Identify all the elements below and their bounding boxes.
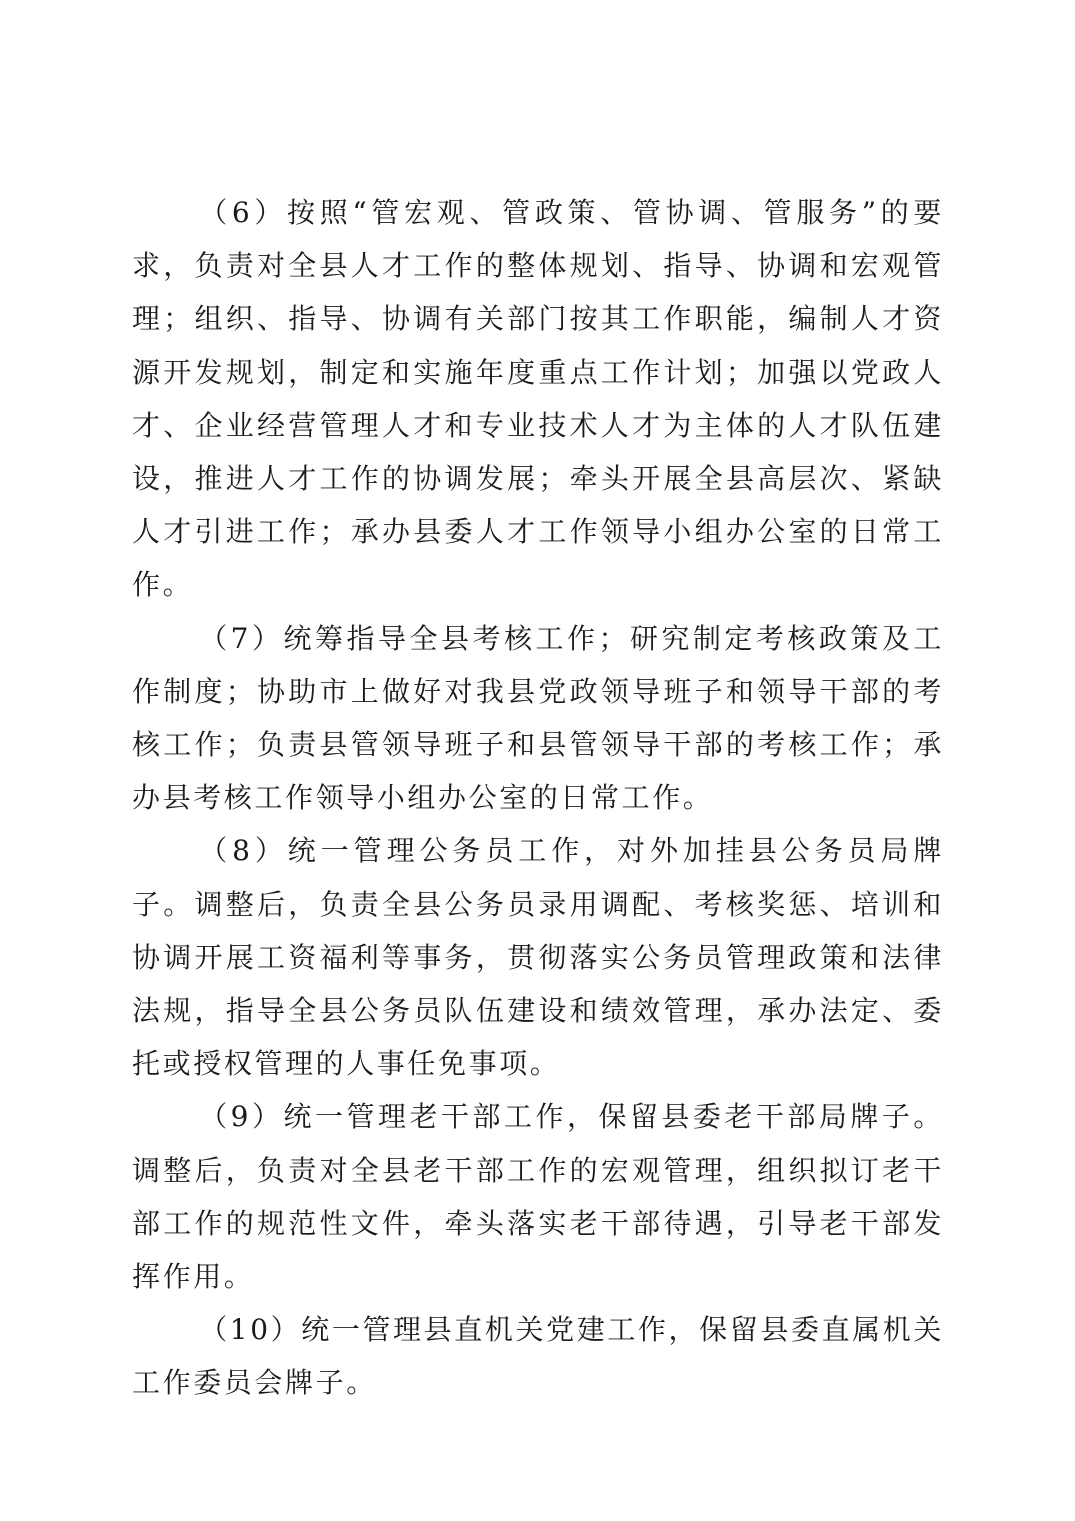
paragraph-item-7: （7）统筹指导全县考核工作；研究制定考核政策及工作制度；协助市上做好对我县党政领导班子和领导干部的考核工作；负责县管领导班子和县管领导干部的考核工作；承办县考核工作领导小组办公室的日常工作。 <box>132 621 944 815</box>
paragraph-item-10: （10）统一管理县直机关党建工作，保留县委直属机关工作委员会牌子。 <box>132 1313 944 1400</box>
paragraph-item-9: （9）统一管理老干部工作，保留县委老干部局牌子。调整后，负责对全县老干部工作的宏观管理，组织拟订老干部工作的规范性文件，牵头落实老干部待遇，引导老干部发挥作用。 <box>132 1100 944 1294</box>
paragraph-item-8: （8）统一管理公务员工作，对外加挂县公务员局牌子。调整后，负责全县公务员录用调配、考核奖惩、培训和协调开展工资福利等事务，贯彻落实公务员管理政策和法律法规，指导全县公务员队伍建设和绩效管理，承办法定、委托或授权管理的人事任免事项。 <box>132 834 944 1081</box>
paragraph-item-6: （6）按照“管宏观、管政策、管协调、管服务”的要求，负责对全县人才工作的整体规划、指导、协调和宏观管理；组织、指导、协调有关部门按其工作职能，编制人才资源开发规划，制定和实施年度重点工作计划；加强以党政人才、企业经营管理人才和专业技术人才为主体的人才队伍建设，推进人才工作的协调发展；牵头开展全县高层次、紧缺人才引进工作；承办县委人才工作领导小组办公室的日常工作。 <box>132 196 944 602</box>
document-body <box>132 186 944 1410</box>
